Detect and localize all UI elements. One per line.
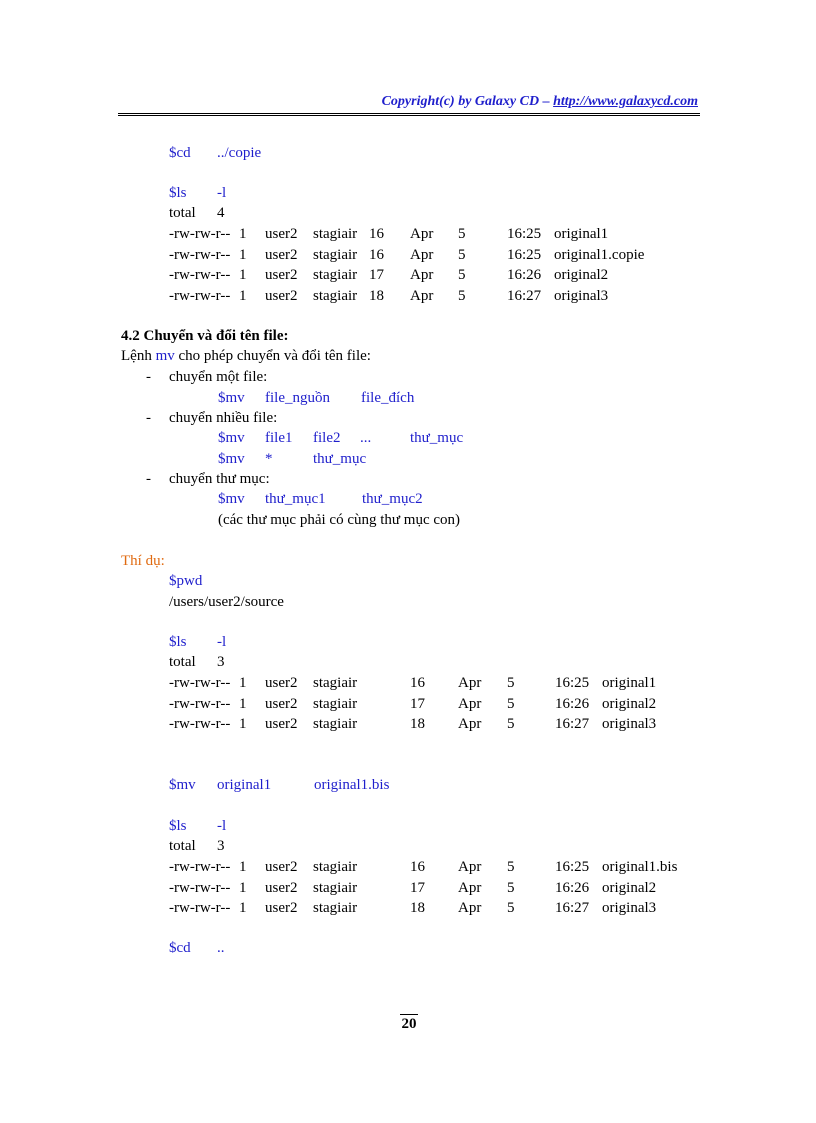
table-cell: 5 <box>458 287 466 304</box>
table-cell: user2 <box>265 859 298 875</box>
table-cell: Apr <box>458 695 482 712</box>
table-cell: Apr <box>410 246 434 263</box>
table-cell: 1 <box>239 675 247 691</box>
galaxycd-link[interactable]: http://www.galaxycd.com <box>553 94 698 109</box>
table-cell: -rw-rw-r-- <box>169 879 231 896</box>
table-cell: original1 <box>602 675 657 691</box>
table-cell: -rw-rw-r-- <box>169 695 231 712</box>
table-cell: 16:27 <box>555 900 590 916</box>
table-cell: 1 <box>239 695 247 712</box>
table-cell: original1 <box>554 226 609 242</box>
header-rule <box>118 113 700 114</box>
table-cell: 16:25 <box>507 226 542 242</box>
table-cell: user2 <box>265 879 298 896</box>
table-cell: user2 <box>265 287 298 304</box>
section-intro: Lệnh mv cho phép chuyển và đổi tên file: <box>121 348 371 364</box>
table-cell: stagiair <box>313 695 358 712</box>
table-cell: 5 <box>458 267 466 283</box>
table-cell: 1 <box>239 879 247 896</box>
table-cell: 5 <box>507 695 515 712</box>
table-cell: Apr <box>458 675 482 691</box>
table-cell: -rw-rw-r-- <box>169 716 231 732</box>
table-cell: 16 <box>410 859 425 875</box>
table-cell: 1 <box>239 859 247 875</box>
table-cell: 5 <box>507 859 515 875</box>
table-cell: 5 <box>507 879 515 896</box>
table-cell: -rw-rw-r-- <box>169 675 231 691</box>
table-cell: -rw-rw-r-- <box>169 246 231 263</box>
header-rule-secondary <box>118 115 700 116</box>
table-cell: 16:25 <box>507 246 542 263</box>
table-cell: original3 <box>554 287 609 304</box>
table-cell: 16 <box>369 226 384 242</box>
table-cell: user2 <box>265 267 298 283</box>
example-label: Thí dụ: <box>121 553 165 569</box>
table-cell: Apr <box>410 267 434 283</box>
table-cell: 1 <box>239 716 247 732</box>
pwd-output: /users/user2/source <box>169 594 284 610</box>
table-cell: original2 <box>554 267 609 283</box>
table-cell: -rw-rw-r-- <box>169 226 231 242</box>
table-cell: original3 <box>602 716 657 732</box>
table-cell: user2 <box>265 695 298 712</box>
page-number: 20 <box>401 1016 417 1032</box>
table-cell: stagiair <box>313 267 358 283</box>
table-cell: stagiair <box>313 879 358 896</box>
table-cell: stagiair <box>313 675 358 691</box>
table-cell: original1.bis <box>602 859 678 875</box>
cmd-pwd: $pwd <box>169 573 203 589</box>
dir-note: (các thư mục phải có cùng thư mục con) <box>218 512 461 528</box>
table-cell: -rw-rw-r-- <box>169 859 231 875</box>
table-cell: stagiair <box>313 859 358 875</box>
table-cell: 1 <box>239 287 247 304</box>
table-cell: 16:27 <box>507 287 542 304</box>
table-cell: 5 <box>507 675 515 691</box>
table-cell: 16:25 <box>555 675 590 691</box>
table-cell: 17 <box>369 267 384 283</box>
table-cell: 16:26 <box>507 267 542 283</box>
table-cell: 16 <box>369 246 384 263</box>
table-cell: 1 <box>239 226 247 242</box>
table-cell: 5 <box>458 246 466 263</box>
table-cell: 16:26 <box>555 879 590 896</box>
table-cell: Apr <box>458 859 482 875</box>
copyright-text: Copyright(c) by Galaxy CD – <box>381 94 554 109</box>
table-cell: 18 <box>369 287 384 304</box>
table-cell: original2 <box>602 695 657 712</box>
section-title: 4.2 Chuyển và đổi tên file: <box>121 328 289 344</box>
table-cell: 17 <box>410 879 425 896</box>
table-cell: stagiair <box>313 287 358 304</box>
table-cell: -rw-rw-r-- <box>169 900 231 916</box>
table-cell: original1.copie <box>554 246 645 263</box>
table-cell: stagiair <box>313 900 358 916</box>
table-cell: 5 <box>458 226 466 242</box>
table-cell: stagiair <box>313 716 358 732</box>
table-cell: 1 <box>239 900 247 916</box>
table-cell: 16:26 <box>555 695 590 712</box>
table-cell: 5 <box>507 900 515 916</box>
table-cell: 16 <box>410 675 425 691</box>
table-cell: user2 <box>265 900 298 916</box>
table-cell: Apr <box>458 716 482 732</box>
table-cell: original3 <box>602 900 657 916</box>
table-cell: Apr <box>410 287 434 304</box>
table-cell: 18 <box>410 900 425 916</box>
table-cell: -rw-rw-r-- <box>169 267 231 283</box>
page-header <box>382 94 698 110</box>
table-cell: 17 <box>410 695 425 712</box>
table-cell: user2 <box>265 246 298 263</box>
table-cell: 18 <box>410 716 425 732</box>
table-cell: stagiair <box>313 226 358 242</box>
table-cell: Apr <box>458 879 482 896</box>
table-cell: user2 <box>265 716 298 732</box>
table-cell: 5 <box>507 716 515 732</box>
table-cell: user2 <box>265 675 298 691</box>
table-cell: -rw-rw-r-- <box>169 287 231 304</box>
table-cell: 16:25 <box>555 859 590 875</box>
table-cell: 1 <box>239 267 247 283</box>
table-cell: original2 <box>602 879 657 896</box>
table-cell: stagiair <box>313 246 358 263</box>
table-cell: 1 <box>239 246 247 263</box>
table-cell: Apr <box>458 900 482 916</box>
table-cell: 16:27 <box>555 716 590 732</box>
table-cell: user2 <box>265 226 298 242</box>
table-cell: Apr <box>410 226 434 242</box>
